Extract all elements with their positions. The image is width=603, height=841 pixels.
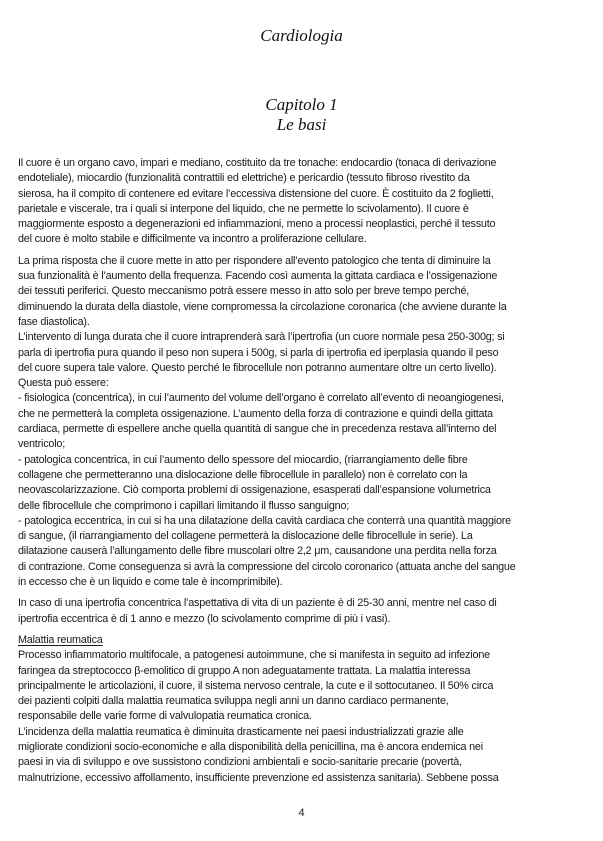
paragraph-block bbox=[18, 156, 595, 248]
text-line: Questa può essere: bbox=[18, 377, 109, 390]
chapter-subtitle: Le basi bbox=[276, 114, 327, 134]
paragraph-block bbox=[18, 596, 595, 627]
section-heading: Malattia reumatica bbox=[18, 633, 103, 646]
text-line: collagene che permetteranno una dislocazione delle fibrocellule in parallelo) non è correlato con la bbox=[18, 468, 468, 481]
text-line: migliorate condizioni socio-economiche e alla disponibilità della penicillina, ma è ancora endemica nei bbox=[18, 740, 483, 753]
text-line: sierosa, ha il compito di contenere ed evitare l’eccessiva distensione del cuore. È costituito da 2 foglietti, bbox=[18, 187, 494, 200]
text-line: Il cuore è un organo cavo, impari e mediano, costituito da tre tonache: endocardio (tonaca di derivazione bbox=[18, 157, 497, 169]
text-line: che ne permetterà la completa ossigenazione. L’aumento della forza di contrazione e quindi della gittata bbox=[18, 407, 493, 420]
text-line: dei pazienti colpiti dalla malattia reumatica sviluppa negli anni un danno cardiaco permanente, bbox=[18, 695, 449, 708]
text-line: paesi in via di sviluppo e ove sussistono condizioni ambientali e socio-sanitarie precarie (povertà, bbox=[18, 756, 462, 769]
text-line: maggiormente esposto a degenerazioni ed infiammazioni, meno a processi neoplastici, perché il tessuto bbox=[18, 218, 496, 231]
text-line: delle fibrocellule che comprimono i capillari limitando il flusso sanguigno; bbox=[18, 499, 350, 512]
text-line: malnutrizione, eccessivo affollamento, insufficiente prevenzione ed assistenza sanitaria). Sebbene possa bbox=[18, 771, 499, 784]
text-line: in eccesso che è un liquido e come tale è incomprimibile). bbox=[18, 576, 283, 589]
text-line: cardiaca, permette di espellere anche quella quantità di sangue che in precedenza restava all’interno del bbox=[18, 423, 497, 436]
text-line: parietale e viscerale, tra i quali si interpone del liquido, che ne permette lo scivolamento). Il cuore è bbox=[18, 202, 469, 215]
text-line: responsabile delle varie forme di valvulopatia reumatica cronica. bbox=[18, 710, 312, 723]
document-body bbox=[18, 156, 595, 786]
text-line: dei tessuti periferici. Questo meccanismo potrà essere messo in atto solo per breve tempo perché, bbox=[18, 285, 470, 298]
text-line: L’intervento di lunga durata che il cuore intraprenderà sarà l’ipertrofia (un cuore normale pesa 250-300g; si bbox=[18, 331, 505, 344]
text-line: La prima risposta che il cuore mette in atto per rispondere all’evento patologico che tenta di diminuire la bbox=[18, 254, 491, 267]
text-line: dilatazione causerà l’allungamento delle fibre muscolari oltre 2,2 μm, causandone una perdita nella forza bbox=[18, 545, 497, 558]
text-line: - patologica concentrica, in cui l’aumento dello spessore del miocardio, (riarrangiamento delle fibre bbox=[18, 453, 468, 466]
chapter-heading bbox=[0, 95, 603, 134]
page-number: 4 bbox=[298, 807, 305, 819]
document-title: Cardiologia bbox=[260, 26, 343, 45]
text-line: sua funzionalità è l’aumento della frequenza. Facendo così aumenta la gittata cardiaca e l’ossigenazione bbox=[18, 270, 498, 283]
text-line: faringea da streptococco β-emolitico di gruppo A non adeguatamente trattata. La malattia interessa bbox=[18, 664, 471, 677]
text-line: L’incidenza della malattia reumatica è diminuita drasticamente nei paesi industrializzati grazie alle bbox=[18, 725, 464, 738]
paragraph-block bbox=[18, 633, 595, 786]
text-line: endoteliale), miocardio (funzionalità contrattili ed elettriche) e pericardio (tessuto fibroso rivestito da bbox=[18, 172, 470, 185]
text-line: neovascolarizzazione. Ciò comporta problemi di ossigenazione, esasperati dall’espansione volumetrica bbox=[18, 484, 491, 497]
text-line: - fisiologica (concentrica), in cui l’aumento del volume dell’organo è correlato all’evento di neoangiogenesi, bbox=[18, 392, 504, 405]
chapter-number: Capitolo 1 bbox=[265, 95, 338, 114]
text-line: di sangue, (il riarrangiamento del collagene permetterà la dislocazione delle fibrocellule in serie). La bbox=[18, 530, 473, 543]
text-line: diminuendo la durata della diastole, viene compromessa la circolazione coronarica (che avviene durante la bbox=[18, 300, 507, 313]
text-line: ventricolo; bbox=[18, 438, 66, 451]
paragraph-block bbox=[18, 254, 595, 591]
text-line: principalmente le articolazioni, il cuore, il sistema nervoso centrale, la cute e il sottocutaneo. Il 50% circa bbox=[18, 679, 494, 692]
text-line: di contrazione. Come conseguenza si avrà la compressione del circolo coronarico (attuata anche del sangue bbox=[18, 560, 516, 573]
text-line: In caso di una ipertrofia concentrica l’aspettativa di vita di un paziente è di 25-30 anni, mentre nel caso di bbox=[18, 597, 497, 610]
text-line: parla di ipertrofia pura quando il peso non supera i 500g, si parla di ipertrofia ed iperplasia quando il peso bbox=[18, 346, 499, 359]
text-line: ipertrofia eccentrica è di 1 anno e mezzo (lo scivolamento comprime di più i vasi). bbox=[18, 612, 391, 625]
text-line: del cuore supera tale valore. Questo perché le fibrocellule non potranno aumentare oltre un certo livello). bbox=[18, 361, 497, 374]
text-line: fase diastolica). bbox=[18, 315, 90, 328]
text-line: del cuore è molto stabile e difficilmente va incontro a proliferazione cellulare. bbox=[18, 233, 367, 246]
text-line: - patologica eccentrica, in cui si ha una dilatazione della cavità cardiaca che conterrà una quantità maggiore bbox=[18, 514, 511, 527]
text-line: Processo infiammatorio multifocale, a patogenesi autoimmune, che si manifesta in seguito ad infezione bbox=[18, 649, 490, 662]
